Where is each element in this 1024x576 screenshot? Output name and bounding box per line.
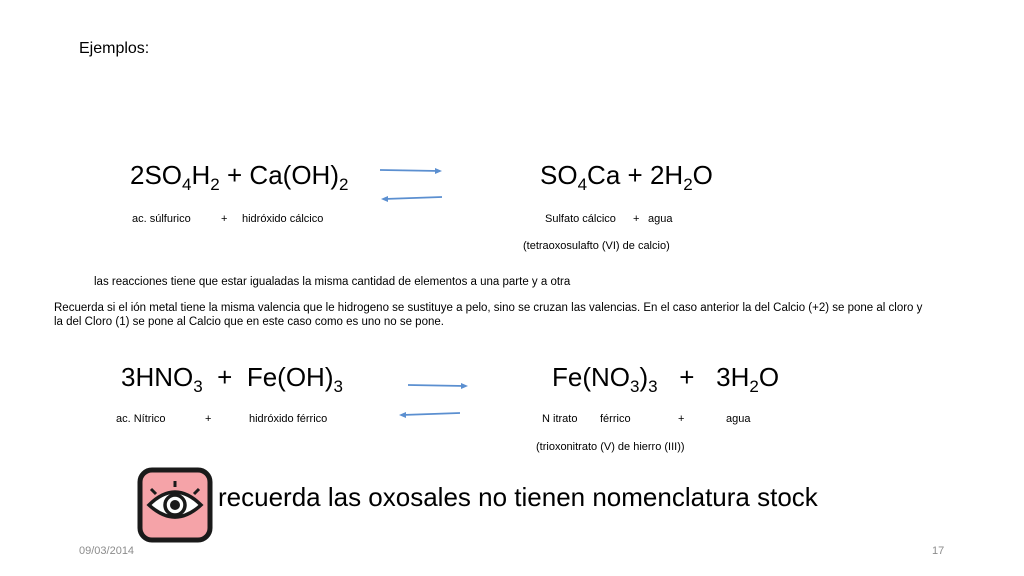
reaction2-label-product-plus: +	[678, 413, 685, 425]
reaction2-product-plus: +	[679, 362, 695, 392]
reaction1-label-plus: +	[221, 213, 228, 225]
reaction2-alt-name: (trioxonitrato (V) de hierro (III))	[536, 441, 685, 453]
reverse-arrow	[384, 197, 442, 199]
reaction1-product-a: $SO_4Ca$	[540, 160, 621, 194]
note-valence: Recuerda si el ión metal tiene la misma valencia que le hidrogeno se sustituye a pelo, sino se cruzan las valencias. En el caso anterior la del Calcio (+2) se pone al cloro y la del Cloro (1) se pone al Calcio que en este caso como es uno no se pone.	[54, 302, 923, 328]
reaction2-products	[552, 362, 780, 396]
reaction2-label-plus: +	[205, 413, 212, 425]
reaction2-label-product-a2: férrico	[600, 413, 631, 425]
reaction1-arrows	[378, 163, 448, 205]
forward-arrow	[408, 385, 465, 386]
reminder-text: recuerda las oxosales no tienen nomenclatura stock	[218, 482, 818, 512]
forward-arrow	[380, 170, 440, 171]
reaction2-reactant-b: $Fe(OH)_3$	[246, 362, 343, 396]
reaction1-reactant-b: $Ca(OH)_2$	[249, 160, 349, 194]
reaction2-arrows	[396, 379, 476, 419]
reaction1-products: $SO_4Ca + 2H_2O$	[540, 160, 713, 194]
note-balance: las reacciones tiene que estar igualadas la misma cantidad de elementos a una parte y a otra	[94, 276, 571, 288]
reaction1-label-reactant-a: ac. súlfurico	[132, 213, 191, 225]
eye-icon	[137, 467, 213, 543]
slide-title: Ejemplos:	[79, 40, 150, 57]
reaction2-plus: +	[217, 362, 233, 392]
reaction2-product-b: $3H_2O$	[716, 362, 780, 396]
reaction2-label-reactant-a: ac. Nítrico	[116, 413, 166, 425]
reaction1-label-reactant-b: hidróxido cálcico	[242, 213, 324, 225]
reaction1-product-b: $2H_2O$	[649, 160, 713, 194]
reaction2-reactant-a: $3HNO_3$	[121, 362, 203, 396]
reaction1-plus: +	[227, 160, 243, 190]
reaction1-label-product-a: Sulfato cálcico	[545, 213, 616, 225]
reaction2-label-product-b: agua	[726, 413, 751, 425]
reaction1-reactant-a: $2SO_4H_2$	[130, 160, 220, 194]
slide-date: 09/03/2014	[79, 545, 135, 557]
slide-number: 17	[932, 545, 945, 557]
reaction1-label-product-b: agua	[648, 213, 673, 225]
reaction2-product-a: $Fe(NO_3)_3$	[552, 362, 658, 396]
reaction1-reactants	[130, 160, 349, 194]
reaction2-reactants	[121, 362, 343, 396]
reverse-arrow	[402, 413, 460, 415]
reaction1-label-product-plus: +	[633, 213, 640, 225]
reaction2-label-product-a1: N itrato	[542, 413, 578, 425]
reaction1-alt-name: (tetraoxosulafto (VI) de calcio)	[523, 240, 670, 252]
reaction2-label-reactant-b: hidróxido férrico	[249, 413, 328, 425]
